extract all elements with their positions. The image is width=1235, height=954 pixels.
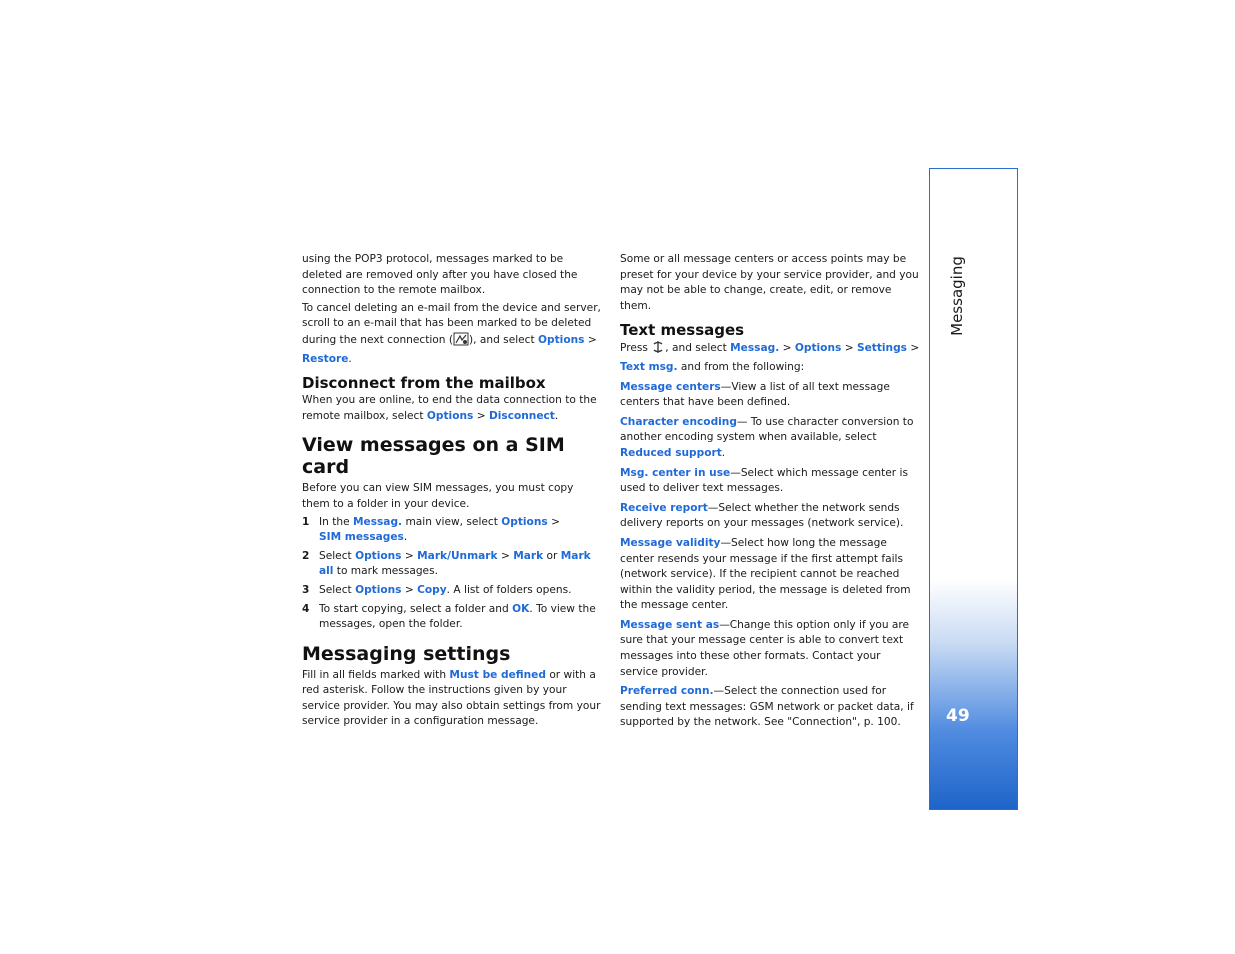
side-label-text: Messaging [948,256,966,336]
setting-desc: —Change this option only if you are sure that your message center is able to convert text messages into these other formats. Contact your service provider. [620,618,910,678]
restore-link[interactable]: Restore [302,352,349,365]
setting-term[interactable]: Message validity [620,536,721,549]
ok-link[interactable]: OK [512,602,530,615]
setting-desc: —Select whether the network sends delivery reports on your messages (network service). [620,501,904,530]
messag-link[interactable]: Messag. [730,342,780,355]
setting-term[interactable]: Character encoding [620,415,737,428]
step-3: 3 Select Options > Copy. A list of folders opens. [302,583,572,596]
sim-steps [302,515,602,633]
mark-link[interactable]: Mark [513,549,544,562]
reduced-support-link[interactable]: Reduced support [620,446,722,459]
options-link[interactable]: Options [794,342,842,355]
setting-term[interactable]: Message centers [620,380,721,393]
setting-item [620,380,920,411]
setting-item [620,466,920,497]
paragraph-sim-intro: Before you can view SIM messages, you must copy them to a folder in your device. [302,482,574,510]
paragraph-disconnect: When you are online, to end the data connection to the remote mailbox, select Options > Disconnect. [302,394,597,422]
must-be-defined-link[interactable]: Must be defined [449,668,546,681]
paragraph-settings: Fill in all fields marked with Must be defined or with a red asterisk. Follow the instructions given by your service provider. You may also obtain settings from your service provider in a configuration message. [302,668,601,728]
menu-key-icon [651,340,665,360]
options-link[interactable]: Options [426,409,474,422]
setting-desc: —Select how long the message center resends your message if the first attempt fails (network service). If the recipient cannot be reached within the validity period, the message is deleted from the message center. [620,536,911,612]
setting-term[interactable]: Message sent as [620,618,720,631]
options-link[interactable]: Options [538,333,585,346]
setting-item: Character encoding— To use character conversion to another encoding system when available, select Reduced support. [620,415,914,459]
setting-desc: —View a list of all text message centers that have been defined. [620,380,890,409]
step-4: 4 To start copying, select a folder and OK. To view the messages, open the folder. [302,602,596,631]
paragraph-pop3: using the POP3 protocol, messages marked to be deleted are removed only after you have closed the connection to the remote mailbox. [302,253,578,297]
options-link[interactable]: Options [355,549,402,562]
step-2: 2 Select Options > Mark/Unmark > Mark or Mark all to mark messages. [302,549,591,578]
messag-link[interactable]: Messag. [352,515,403,528]
text-messages-heading: Text messages [620,321,745,340]
setting-item [620,536,920,614]
left-column [302,252,602,732]
text-msg-link[interactable]: Text msg. [620,360,678,373]
setting-item [620,618,920,680]
settings-list [620,380,920,731]
setting-term[interactable]: Msg. center in use [620,466,731,479]
paragraph-preset: Some or all message centers or access points may be preset for your device by your service provider, and you may not be able to change, create, edit, or remove them. [620,253,919,312]
options-link[interactable]: Options [501,515,548,528]
options-link[interactable]: Options [355,583,402,596]
settings-heading: Messaging settings [302,642,511,665]
page-number: 49 [946,706,970,726]
step-1: 1 In the Messag. main view, select Options > SIM messages. [302,515,560,544]
setting-desc: — To use character conversion to another encoding system when available, select [620,415,914,444]
sim-messages-link[interactable]: SIM messages [319,531,404,544]
connection-icon [453,332,469,352]
setting-item [620,684,920,731]
paragraph-press: Press , and select Messag. > Options > Settings > Text msg. and from the following: [620,342,920,373]
side-tab [929,168,1018,810]
settings-link[interactable]: Settings [856,342,907,355]
paragraph-cancel-delete: To cancel deleting an e-mail from the device and server, scroll to an e-mail that has been marked to be deleted during the next connection ( ), and select Options > Restore. [302,301,601,365]
copy-link[interactable]: Copy [417,583,447,596]
mark-all-link[interactable]: Mark all [319,549,591,578]
setting-desc: —Select which message center is used to deliver text messages. [620,466,908,495]
mark-unmark-link[interactable]: Mark/Unmark [417,549,498,562]
setting-term[interactable]: Receive report [620,501,708,514]
right-column [620,252,920,735]
setting-desc: —Select the connection used for sending text messages: GSM network or packet data, if supported by the network. See "Connection", p. 100. [620,685,914,729]
setting-item [620,501,920,532]
disconnect-heading: Disconnect from the mailbox [302,374,546,393]
sim-heading: View messages on a SIM card [302,434,565,479]
setting-term[interactable]: Preferred conn. [620,685,714,698]
disconnect-link[interactable]: Disconnect [488,409,555,422]
